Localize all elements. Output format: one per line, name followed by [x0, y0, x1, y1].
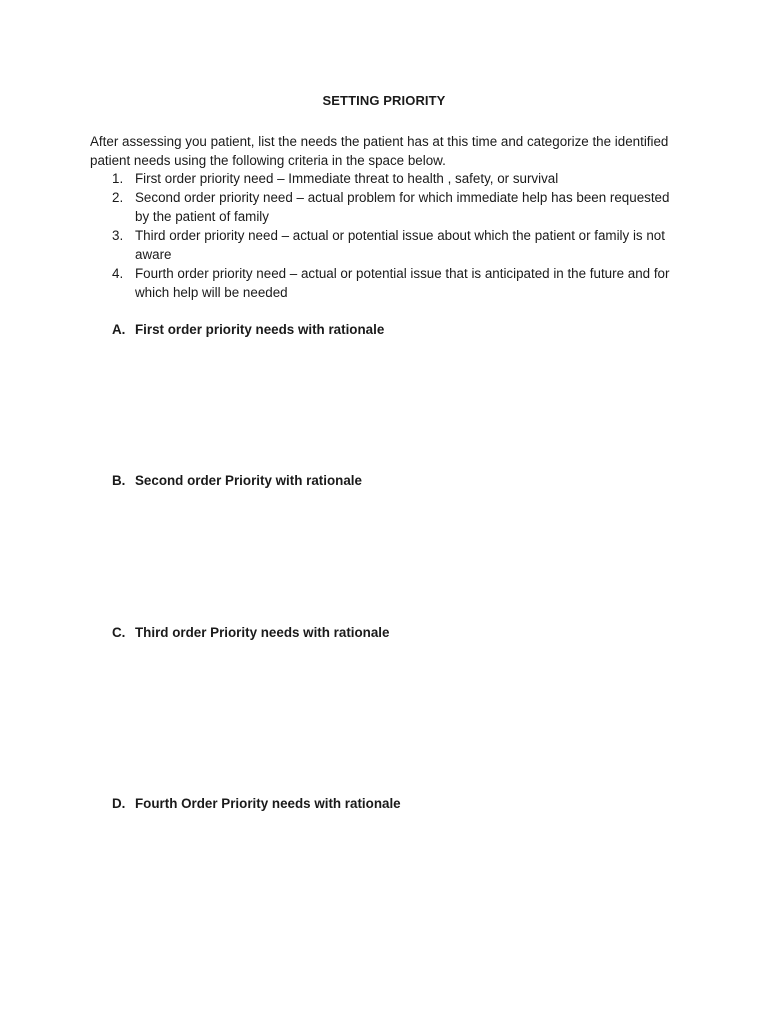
- criteria-item: [90, 264, 680, 302]
- section-letter: C.: [112, 625, 126, 640]
- section-heading-third-order: [112, 623, 672, 642]
- criteria-number: 3.: [112, 228, 124, 243]
- section-heading-text: Fourth Order Priority needs with rationale: [135, 796, 401, 811]
- criteria-item: [90, 226, 680, 264]
- criteria-text: First order priority need – Immediate threat to health , safety, or survival: [135, 171, 559, 186]
- section-heading-second-order: [112, 471, 672, 490]
- section-heading-text: Second order Priority with rationale: [135, 473, 362, 488]
- section-heading-text: First order priority needs with rationale: [135, 322, 385, 337]
- criteria-item: [90, 169, 680, 188]
- criteria-number: 1.: [112, 171, 124, 186]
- section-letter: D.: [112, 796, 126, 811]
- criteria-text: Second order priority need – actual problem for which immediate help has been requested by the patient of family: [135, 190, 670, 224]
- section-letter: A.: [112, 322, 126, 337]
- criteria-text: Third order priority need – actual or potential issue about which the patient or family is not aware: [135, 228, 665, 262]
- page-title: SETTING PRIORITY: [322, 93, 446, 108]
- section-letter: B.: [112, 473, 126, 488]
- criteria-number: 2.: [112, 190, 124, 205]
- criteria-text: Fourth order priority need – actual or potential issue that is anticipated in the future and for which help will be needed: [135, 266, 670, 300]
- intro-paragraph: After assessing you patient, list the needs the patient has at this time and categorize the identified patient needs using the following criteria in the space below.: [90, 134, 669, 168]
- criteria-item: [90, 188, 680, 226]
- section-heading-fourth-order: [112, 794, 672, 813]
- criteria-list: [90, 169, 680, 302]
- section-heading-first-order: [112, 320, 672, 339]
- section-heading-text: Third order Priority needs with rationale: [135, 625, 390, 640]
- criteria-number: 4.: [112, 266, 124, 281]
